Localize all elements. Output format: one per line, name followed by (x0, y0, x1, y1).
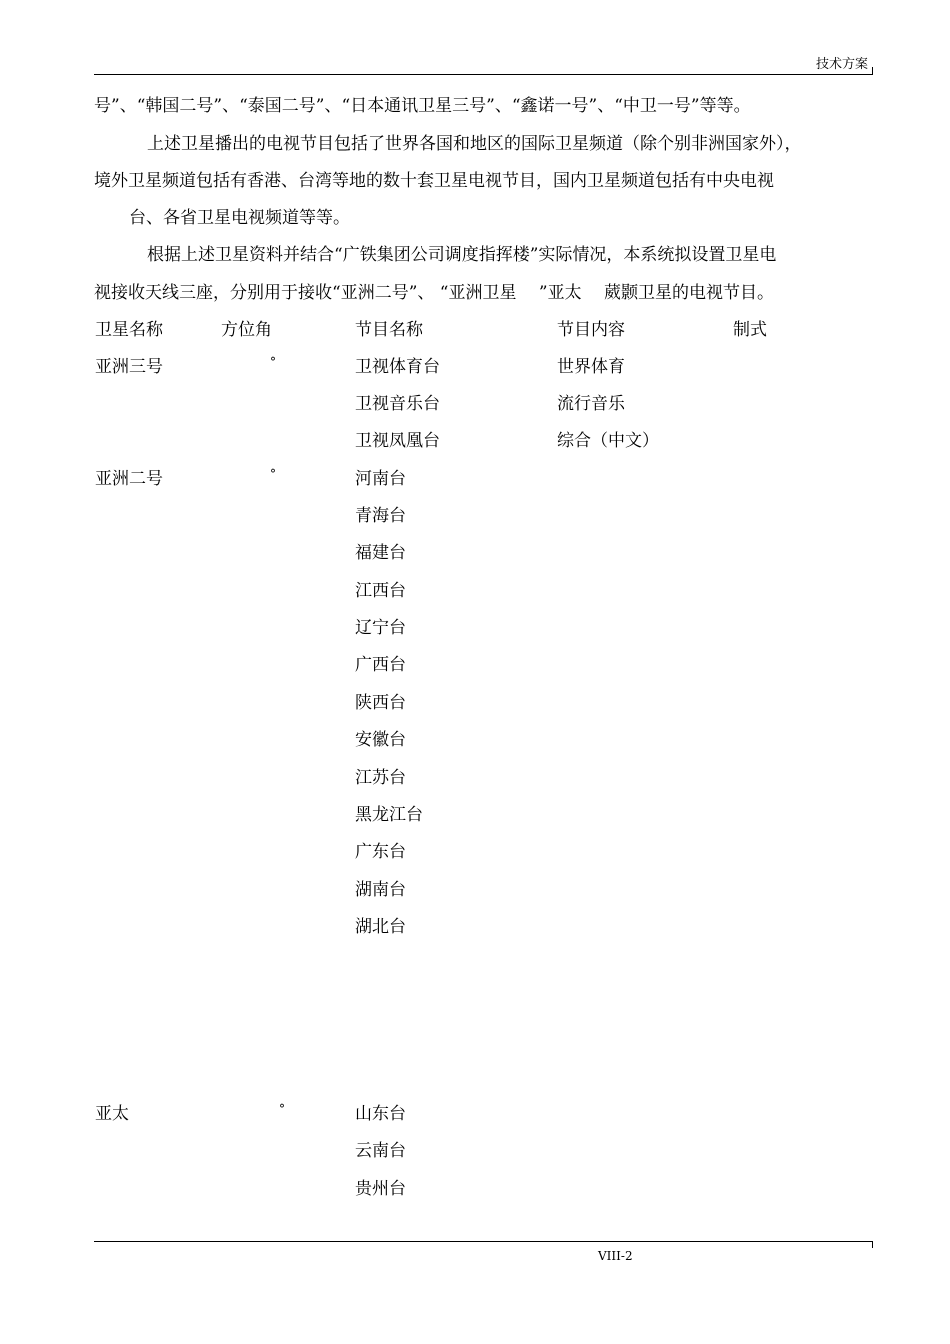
paragraph-line: 境外卫星频道包括有香港、台湾等地的数十套卫星电视节目，国内卫星频道包括有中央电视 (94, 171, 774, 191)
azimuth-value: ° (279, 1102, 285, 1116)
header-rule (94, 74, 872, 75)
paragraph-line: 根据上述卫星资料并结合“广铁集团公司调度指挥楼”实际情况，本系统拟设置卫星电 (147, 245, 777, 265)
program-name: 卫视体育台 (355, 357, 440, 377)
paragraph-line: 号”、“韩国二号”、“泰国二号”、“日本通讯卫星三号”、“鑫诺一号”、“中卫一号”等等。 (94, 96, 751, 116)
column-header-format: 制式 (733, 320, 767, 340)
program-name: 卫视音乐台 (355, 394, 440, 414)
column-header-satellite: 卫星名称 (95, 320, 163, 340)
program-name: 云南台 (355, 1141, 406, 1161)
paragraph-line: 台、各省卫星电视频道等等。 (129, 208, 350, 228)
program-name: 江西台 (355, 581, 406, 601)
azimuth-value: ° (270, 467, 276, 481)
program-name: 湖南台 (355, 880, 406, 900)
program-name: 广西台 (355, 655, 406, 675)
program-name: 江苏台 (355, 768, 406, 788)
program-content: 流行音乐 (557, 394, 625, 414)
column-header-program: 节目名称 (355, 320, 423, 340)
column-header-content: 节目内容 (557, 320, 625, 340)
program-name: 山东台 (355, 1104, 406, 1124)
program-name: 福建台 (355, 543, 406, 563)
program-content: 综合（中文） (557, 431, 659, 451)
program-name: 黑龙江台 (355, 805, 423, 825)
program-name: 辽宁台 (355, 618, 406, 638)
program-name: 广东台 (355, 842, 406, 862)
program-name: 陕西台 (355, 693, 406, 713)
azimuth-value: ° (270, 355, 276, 369)
page-number: VIII-2 (598, 1249, 633, 1263)
header-label: 技术方案 (815, 57, 868, 72)
paragraph-line: 视接收天线三座，分别用于接收“亚洲二号”、 “亚洲卫星 ”亚太 葳颢卫星的电视节目。 (94, 283, 774, 303)
satellite-name: 亚洲二号 (95, 469, 163, 489)
program-name: 安徽台 (355, 730, 406, 750)
program-name: 贵州台 (355, 1179, 406, 1199)
column-header-azimuth: 方位角 (221, 320, 272, 340)
program-content: 世界体育 (557, 357, 625, 377)
program-name: 湖北台 (355, 917, 406, 937)
footer-rule (94, 1241, 872, 1242)
satellite-name: 亚洲三号 (95, 357, 163, 377)
program-name: 青海台 (355, 506, 406, 526)
paragraph-line: 上述卫星播出的电视节目包括了世界各国和地区的国际卫星频道（除个别非洲国家外）， (147, 134, 802, 154)
program-name: 河南台 (355, 469, 406, 489)
satellite-name: 亚太 (95, 1104, 129, 1124)
program-name: 卫视凤凰台 (355, 431, 440, 451)
